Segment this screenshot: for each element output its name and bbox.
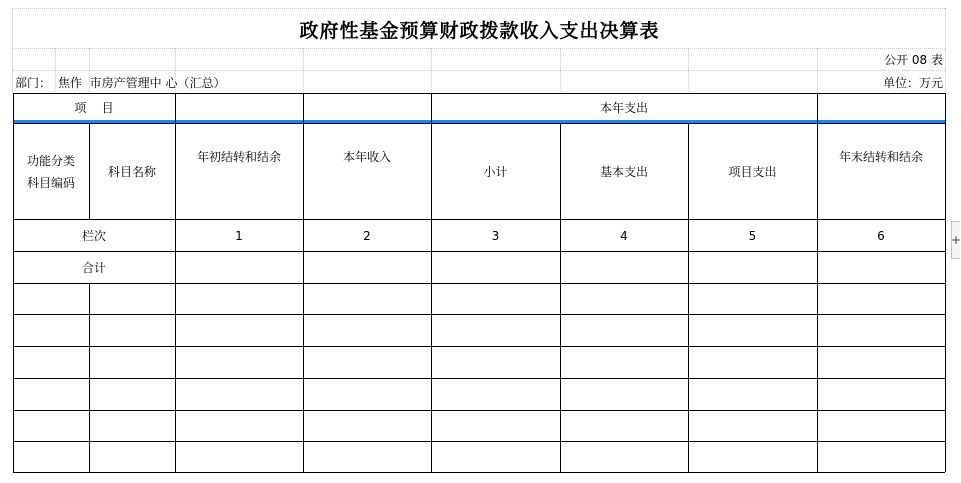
data-row-6[interactable] — [14, 442, 945, 472]
data-row-3[interactable] — [14, 347, 945, 378]
data-row-2[interactable] — [14, 315, 945, 346]
column-number-3: 3 — [491, 228, 500, 243]
column-index-label: 栏次 — [81, 228, 106, 243]
data-row-4[interactable] — [14, 379, 945, 410]
header-function-code: 功能分类 科目编码 — [26, 153, 75, 190]
data-row-1[interactable] — [14, 284, 945, 314]
header-item: 项 目 — [74, 100, 114, 115]
column-number-2: 2 — [363, 228, 371, 243]
header-basic-expense: 基本支出 — [599, 164, 648, 179]
unit-label: 单位：万元 — [882, 76, 943, 90]
page-title: 政府性基金预算财政拨款收入支出决算表 — [299, 20, 660, 42]
header-current-year-income: 本年收入 — [342, 150, 391, 164]
header-subtotal: 小计 — [483, 164, 508, 179]
total-label: 合计 — [81, 260, 106, 275]
header-current-year-expense: 本年支出 — [599, 100, 648, 115]
department-name: 焦作 市房产管理中 心（汇总） — [58, 76, 226, 90]
column-number-6: 6 — [877, 228, 885, 243]
header-begin-balance: 年初结转和结余 — [196, 150, 281, 164]
header-subject-name: 科目名称 — [107, 164, 156, 179]
column-number-4: 4 — [620, 228, 628, 243]
form-number: 公开 08 表 — [884, 53, 943, 67]
column-number-5: 5 — [748, 228, 757, 243]
header-end-balance: 年末结转和结余 — [838, 150, 923, 164]
header-project-expense: 项目支出 — [728, 164, 777, 179]
data-row-5[interactable] — [14, 411, 945, 441]
column-number-1: 1 — [235, 228, 243, 243]
expand-plus-button[interactable]: + — [951, 221, 960, 259]
department-label: 部门： — [15, 76, 52, 90]
